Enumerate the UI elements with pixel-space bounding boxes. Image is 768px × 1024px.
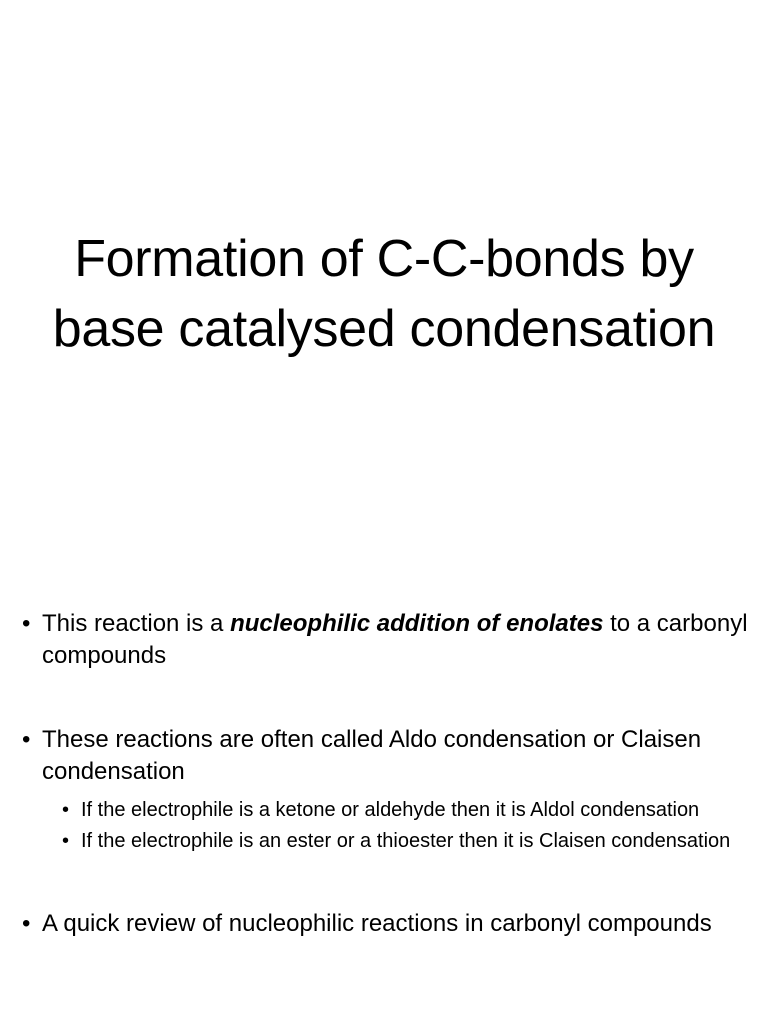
sub-bullet-claisen: • If the electrophile is an ester or a thioester then it is Claisen condensation — [0, 827, 768, 856]
bullet-text: A quick review of nucleophilic reactions in carbonyl compounds — [42, 910, 712, 937]
content-slide — [0, 560, 768, 1024]
slide-title — [0, 224, 768, 364]
sub-bullet-container — [0, 796, 768, 856]
bullet-list — [0, 608, 768, 992]
bullet-item-condensation-names — [0, 724, 768, 788]
bullet-item-quick-review — [0, 908, 768, 940]
bullet-emphasis: nucleophilic addition of enolates — [230, 610, 604, 637]
bullet-text: These reactions are often called Aldo condensation or Claisen condensation — [42, 726, 702, 785]
slide-title-line-2: base catalysed condensation — [52, 300, 716, 358]
bullet-text-before: This reaction is a — [42, 610, 231, 637]
bullet-text-after: to a carbonyl compounds — [42, 610, 748, 669]
slide-title-line-1: Formation of C-C-bonds by — [74, 230, 694, 288]
bullet-item-nucleophilic-addition — [0, 608, 768, 672]
sub-bullet-list — [0, 796, 768, 856]
sub-bullet-aldol: • If the electrophile is a ketone or aldehyde then it is Aldol condensation — [0, 796, 768, 825]
